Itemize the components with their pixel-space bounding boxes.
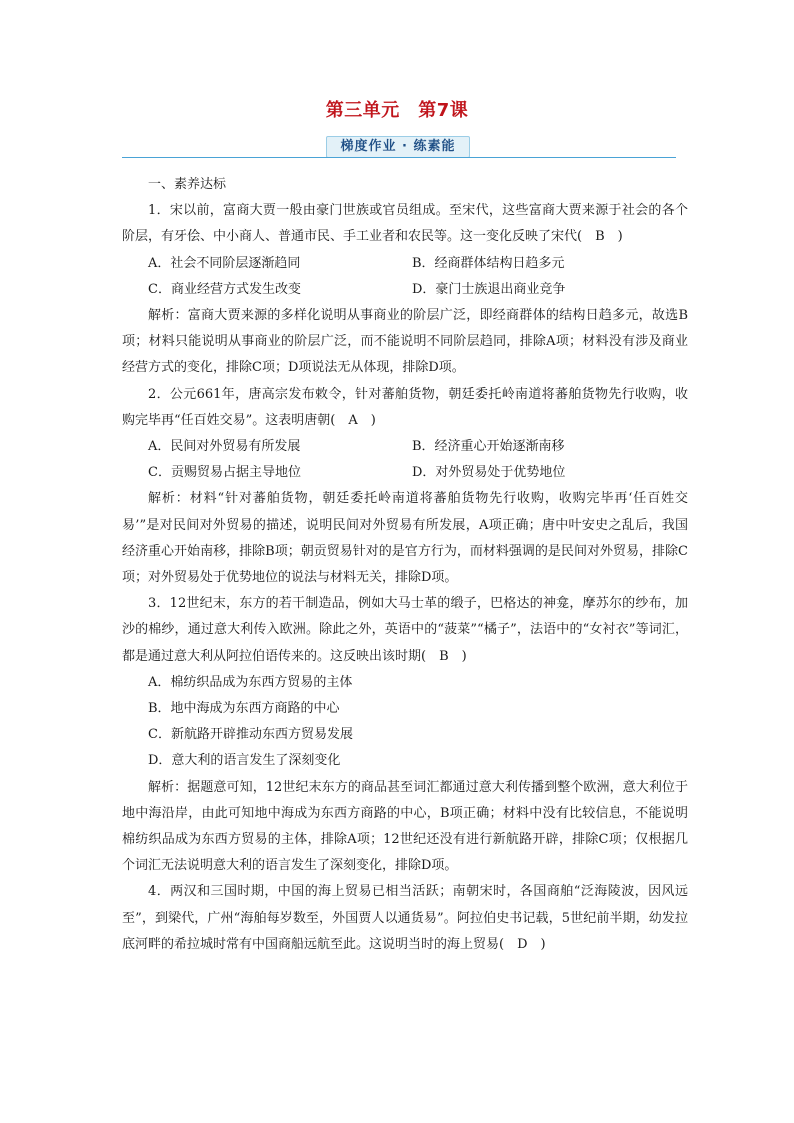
question-3-stem: 3．12世纪末，东方的若干制造品，例如大马士革的缎子，巴格达的神龛，摩苏尔的纱布，加沙的棉纱，通过意大利传入欧洲。除此之外，英语中的“菠菜”“橘子”，法语中的“女衬衣”等词汇，都是通过意大利从阿拉伯语传来的。这反映出该时期( B ) [122, 596, 688, 664]
question-4-stem: 4．两汉和三国时期，中国的海上贸易已相当活跃；南朝宋时，各国商舶“泛海陵波，因风远至”，到梁代，广州“海舶每岁数至，外国贾人以通货易”。阿拉伯史书记载，5世纪前半期，幼发拉底河畔的希拉城时常有中国商船远航至此。这说明当时的海上贸易( D ) [122, 884, 688, 952]
question-1-option-d: D．豪门士族退出商业竞争 [412, 281, 566, 297]
content-body [122, 172, 688, 958]
question-2-option-d: D．对外贸易处于优势地位 [412, 465, 566, 481]
question-3-option-c: C．新航路开辟推动东西方贸易发展 [148, 727, 353, 743]
question-2-analysis: 解析：材料“针对蕃舶货物，朝廷委托岭南道将蕃舶货物先行收购，收购完毕再‘任百姓交易’”是对民间对外贸易的描述，说明民间对外贸易有所发展，A项正确；唐中叶安史之乱后，我国经济重心开始南移，排除B项；朝贡贸易针对的是官方行为，而材料强调的是民间对外贸易，排除C项；对外贸易处于优势地位的说法与材料无关，排除D项。 [122, 491, 688, 586]
question-1-analysis: 解析：富商大贾来源的多样化说明从事商业的阶层广泛，即经商群体的结构日趋多元，故选B项；材料只能说明从事商业的阶层广泛，而不能说明不同阶层趋同，排除A项；材料没有涉及商业经营方式的变化，排除C项；D项说法无从体现，排除D项。 [122, 308, 688, 376]
lesson-title: 第三单元 第7课 [325, 100, 469, 121]
question-2-stem: 2．公元661年，唐高宗发布敕令，针对蕃舶货物，朝廷委托岭南道将蕃舶货物先行收购，收购完毕再“任百姓交易”。这表明唐朝( A ) [122, 386, 688, 428]
question-1-options-row-1 [122, 251, 688, 277]
question-1-options-row-2 [122, 277, 688, 303]
header-divider [122, 157, 676, 158]
section-heading: 一、素养达标 [148, 177, 227, 192]
question-2-options-row-2 [122, 460, 688, 486]
question-2-options-row-1 [122, 434, 688, 460]
question-1-option-b: B．经商群体结构日趋多元 [412, 255, 565, 271]
question-1-stem: 1．宋以前，富商大贾一般由豪门世族或官员组成。至宋代，这些富商大贾来源于社会的各个阶层，有牙侩、中小商人、普通市民、手工业者和农民等。这一变化反映了宋代( B ) [122, 203, 688, 245]
question-3-option-b: B．地中海成为东西方商路的中心 [148, 701, 340, 717]
question-3-analysis: 解析：据题意可知，12世纪末东方的商品甚至词汇都通过意大利传播到整个欧洲，意大利位于地中海沿岸，由此可知地中海成为东西方商路的中心，B项正确；材料中没有比较信息，不能说明棉纺织品成为东西方贸易的主体，排除A项；12世纪还没有进行新航路开辟，排除C项；仅根据几个词汇无法说明意大利的语言发生了深刻变化，排除D项。 [122, 779, 688, 874]
question-1-option-a: A．社会不同阶层逐渐趋同 [148, 255, 301, 271]
question-1-option-c: C．商业经营方式发生改变 [148, 281, 301, 297]
question-2-option-c: C．贡赐贸易占据主导地位 [148, 465, 301, 481]
question-3-option-d: D．意大利的语言发生了深刻变化 [148, 753, 341, 769]
question-2-option-b: B．经济重心开始逐渐南移 [412, 439, 565, 455]
section-banner: 梯度作业 · 练素能 [326, 136, 470, 158]
question-3-option-a: A．棉纺织品成为东西方贸易的主体 [148, 674, 353, 690]
question-2-option-a: A．民间对外贸易有所发展 [148, 439, 301, 455]
